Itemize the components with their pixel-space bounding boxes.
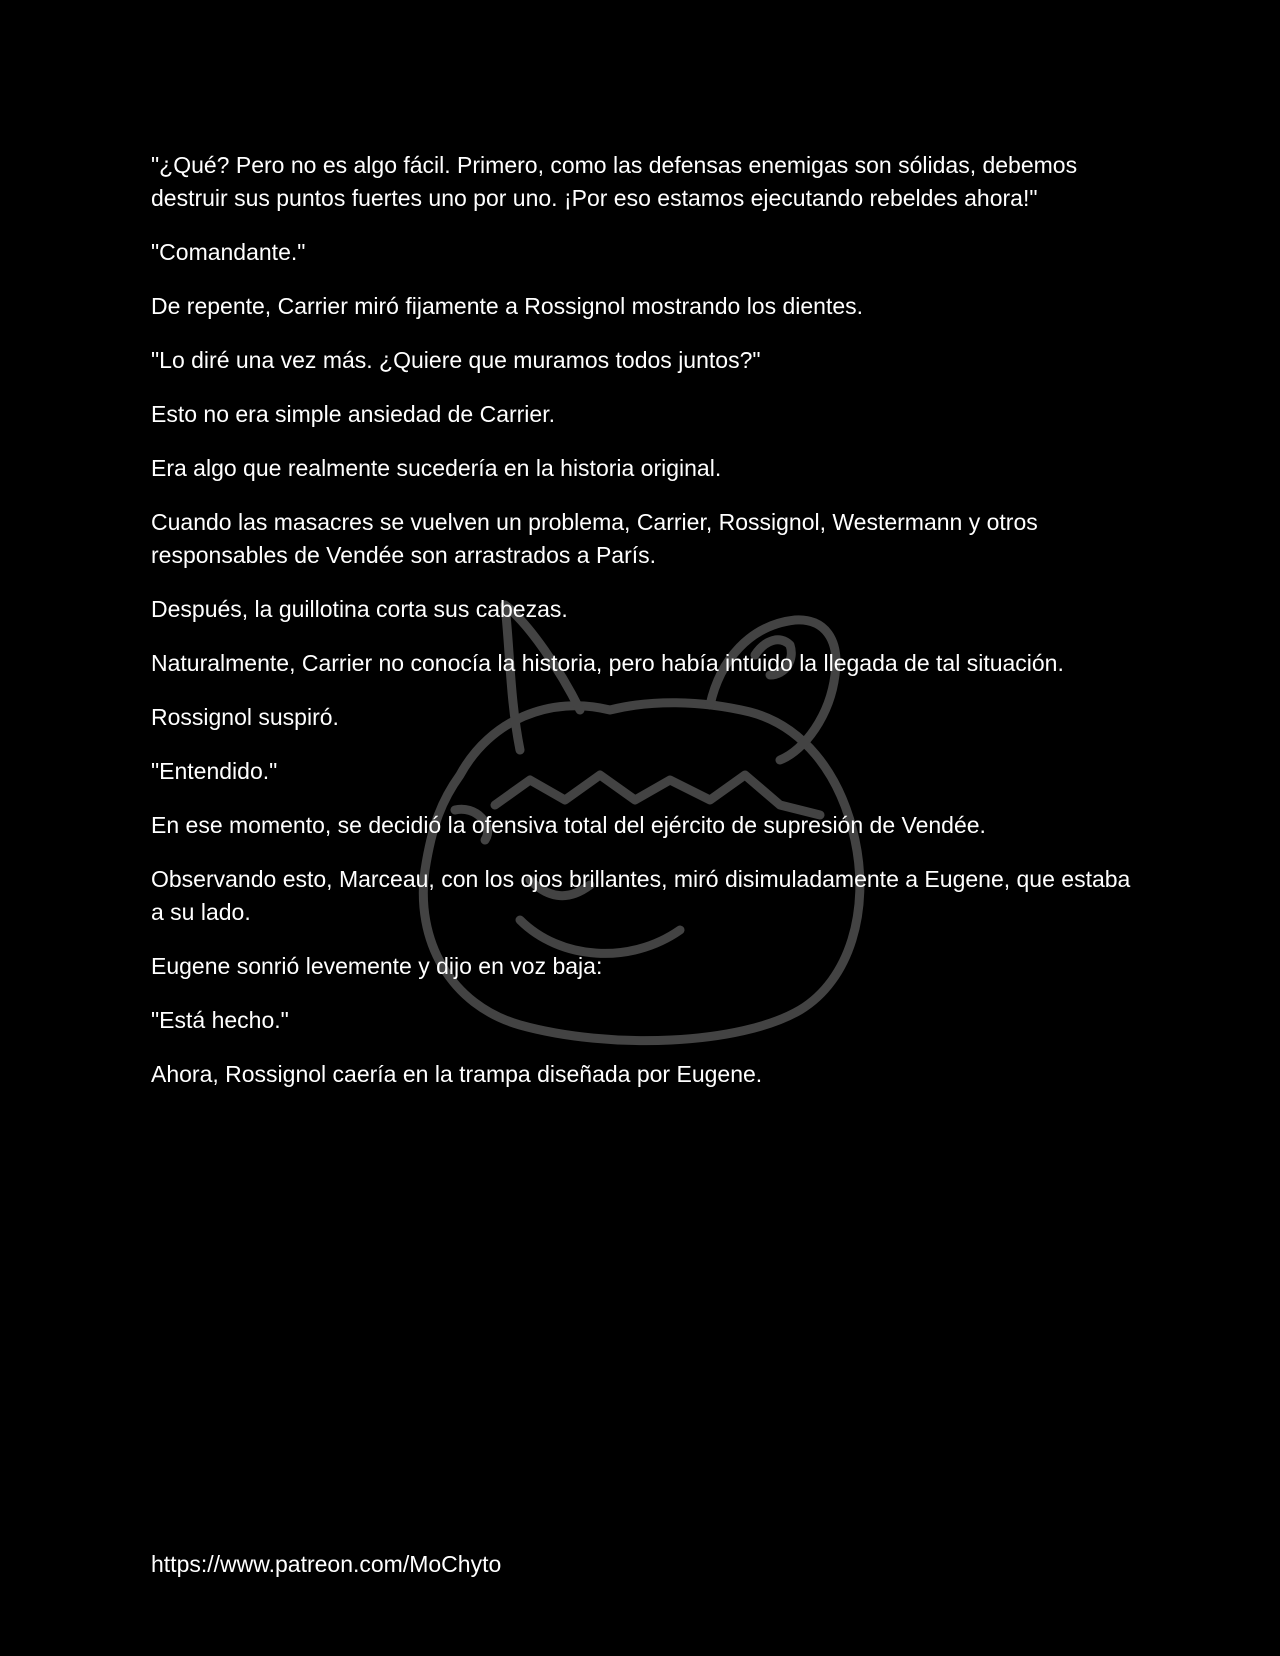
paragraph: Naturalmente, Carrier no conocía la historia, pero había intuido la llegada de tal situación. [151,650,1064,676]
paragraph: "Entendido." [151,758,278,784]
paragraph: De repente, Carrier miró fijamente a Rossignol mostrando los dientes. [151,293,864,319]
paragraph: Rossignol suspiró. [151,704,339,730]
paragraph: "Lo diré una vez más. ¿Quiere que muramos todos juntos?" [151,347,761,373]
patreon-link[interactable]: https://www.patreon.com/MoChyto [151,1551,502,1577]
paragraph: Observando esto, Marceau, con los ojos brillantes, miró disimuladamente a Eugene, que estaba a su lado. [151,866,1131,925]
document-body [151,149,1141,1112]
paragraph: Eugene sonrió levemente y dijo en voz baja: [151,953,603,979]
paragraph: Ahora, Rossignol caería en la trampa diseñada por Eugene. [151,1061,763,1087]
paragraph: "Está hecho." [151,1007,289,1033]
paragraph: En ese momento, se decidió la ofensiva total del ejército de supresión de Vendée. [151,812,986,838]
paragraph: "Comandante." [151,239,306,265]
paragraph: Esto no era simple ansiedad de Carrier. [151,401,555,427]
paragraph: Era algo que realmente sucedería en la historia original. [151,455,722,481]
paragraph: "¿Qué? Pero no es algo fácil. Primero, como las defensas enemigas son sólidas, debemos destruir sus puntos fuertes uno por uno. ¡Por eso estamos ejecutando rebeldes ahora!" [151,152,1078,211]
paragraph: Cuando las masacres se vuelven un problema, Carrier, Rossignol, Westermann y otros responsables de Vendée son arrastrados a París. [151,509,1038,568]
paragraph: Después, la guillotina corta sus cabezas. [151,596,568,622]
